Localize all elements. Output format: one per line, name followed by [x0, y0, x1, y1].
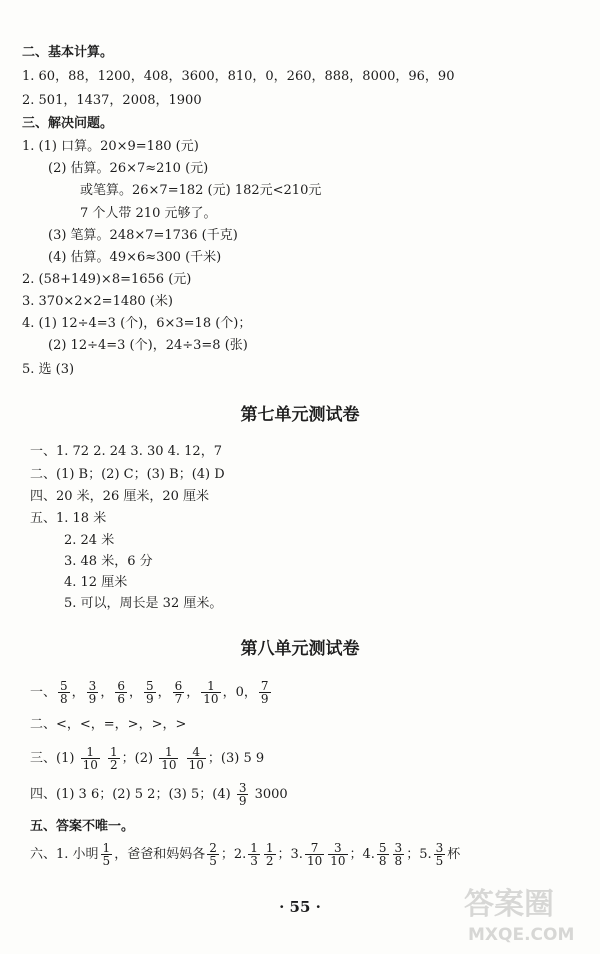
section-3-header: 三、解决问题。 [22, 116, 114, 131]
sec3-line-10: (2) 12÷4=3 (个)，24÷3=8 (张) [48, 338, 248, 353]
fraction: $\frac{1}{10}$ [82, 745, 98, 772]
u8-l3-end: ；(3) 5 9 [207, 751, 265, 766]
u8-l1-prefix: 一、 [30, 685, 57, 700]
sec3-line-11: 5. 选 (3) [22, 362, 75, 377]
fraction: $\frac{1}{5}$ [102, 841, 111, 868]
fraction: $\frac{1}{2}$ [109, 745, 118, 772]
fraction: $\frac{7}{10}$ [306, 841, 323, 868]
u7-line-3: 四、20 米，26 厘米，20 厘米 [30, 489, 210, 504]
fraction: $\frac{7}{9}$ [260, 679, 269, 706]
u8-line-2: 二、<，<，=，>，>，> [30, 717, 187, 732]
u8-l3-prefix: 三、(1) [30, 751, 75, 766]
sec3-line-8: 3. 370×2×2=1480 (米) [22, 294, 173, 309]
fraction: $\frac{5}{8}$ [60, 679, 68, 706]
u8-l6-h: 杯 [447, 847, 461, 862]
watermark-line-2: MXQE.COM [468, 925, 575, 945]
fraction: $\frac{3}{8}$ [394, 841, 403, 868]
fraction: $\frac{3}{9}$ [88, 679, 97, 706]
u7-line-1: 一、1. 72 2. 24 3. 30 4. 12，7 [30, 444, 222, 459]
fraction: $\frac{1}{10}$ [161, 745, 177, 772]
fraction: $\frac{3}{9}$ [238, 781, 247, 808]
fraction: $\frac{2}{5}$ [209, 841, 217, 868]
u8-l6-d: ；3. [277, 847, 303, 862]
u8-line-4 [30, 778, 288, 812]
u7-line-8: 5. 可以，周长是 32 厘米。 [64, 596, 223, 611]
u7-line-2: 二、(1) B；(2) C；(3) B；(4) D [30, 467, 225, 482]
u8-l6-g: ；5. [406, 847, 432, 862]
fraction: $\frac{4}{10}$ [188, 745, 204, 772]
fraction: $\frac{5}{8}$ [378, 841, 387, 868]
watermark-line-1: 答案圈 [464, 887, 554, 922]
fraction: $\frac{1}{3}$ [250, 841, 258, 868]
fraction: $\frac{6}{6}$ [117, 679, 125, 706]
u8-l6-b: ，爸爸和妈妈各 [114, 847, 206, 862]
watermark-logo [460, 880, 595, 946]
fraction: $\frac{3}{5}$ [435, 841, 444, 868]
sec3-line-9: 4. (1) 12÷4=3 (个)，6×3=18 (个)； [22, 316, 252, 331]
fraction: $\frac{1}{2}$ [265, 841, 274, 868]
sec3-line-5: (3) 笔算。248×7=1736 (千克) [48, 228, 238, 243]
unit-8-title: 第八单元测试卷 [240, 639, 360, 659]
sec2-line-1: 1. 60，88，1200，408，3600，810，0，260，888，8000，96，90 [22, 69, 455, 84]
u8-l3-mid: ；(2) [121, 751, 154, 766]
page-number: · 55 · [279, 898, 321, 916]
u8-l1-zero: 0， [235, 685, 257, 700]
fraction: $\frac{5}{9}$ [145, 679, 154, 706]
fraction: $\frac{6}{7}$ [174, 679, 183, 706]
sec3-line-4: 7 个人带 210 元够了。 [80, 206, 217, 221]
u8-l6-c: ；2. [220, 847, 247, 862]
section-2-header: 二、基本计算。 [22, 45, 114, 60]
u7-line-6: 3. 48 米，6 分 [64, 554, 153, 569]
u8-l6-e: ；4. [349, 847, 375, 862]
u8-line-1: 一、 $\frac{5}{8}$ ， $\frac{3}{9}$ ， $\frac{6}{6}$ ， $\frac{5}{9}$ ， $\frac{6}{7}$ ， $\frac{1}{10}$ ，0， $\frac{7}{9}$ [30, 679, 269, 706]
u8-l4-end: 3000 [254, 787, 288, 802]
u8-l4-prefix: 四、(1) 3 6；(2) 5 2；(3) 5；(4) [30, 787, 231, 802]
sec2-line-2: 2. 501，1437，2008，1900 [22, 93, 202, 108]
u8-line-5: 五、答案不唯一。 [30, 819, 135, 834]
sec3-line-1: 1. (1) 口算。20×9=180 (元) [22, 139, 199, 154]
sec3-line-6: (4) 估算。49×6≈300 (千米) [48, 250, 222, 265]
u8-l6-a: 六、1. 小明 [30, 847, 99, 862]
sec3-line-2: (2) 估算。26×7≈210 (元) [48, 161, 209, 176]
sec3-line-7: 2. (58+149)×8=1656 (元) [22, 272, 192, 287]
sec3-line-3: 或笔算。26×7=182 (元) 182元<210元 [80, 183, 322, 198]
u7-line-4: 五、1. 18 米 [30, 511, 107, 526]
fraction: $\frac{3}{10}$ [330, 841, 346, 868]
u8-line-6 [30, 838, 460, 872]
fraction: $\frac{1}{10}$ [203, 679, 219, 706]
u8-line-3 [30, 742, 264, 776]
unit-7-title: 第七单元测试卷 [240, 405, 360, 425]
u7-line-5: 2. 24 米 [64, 533, 115, 548]
u7-line-7: 4. 12 厘米 [64, 575, 128, 590]
